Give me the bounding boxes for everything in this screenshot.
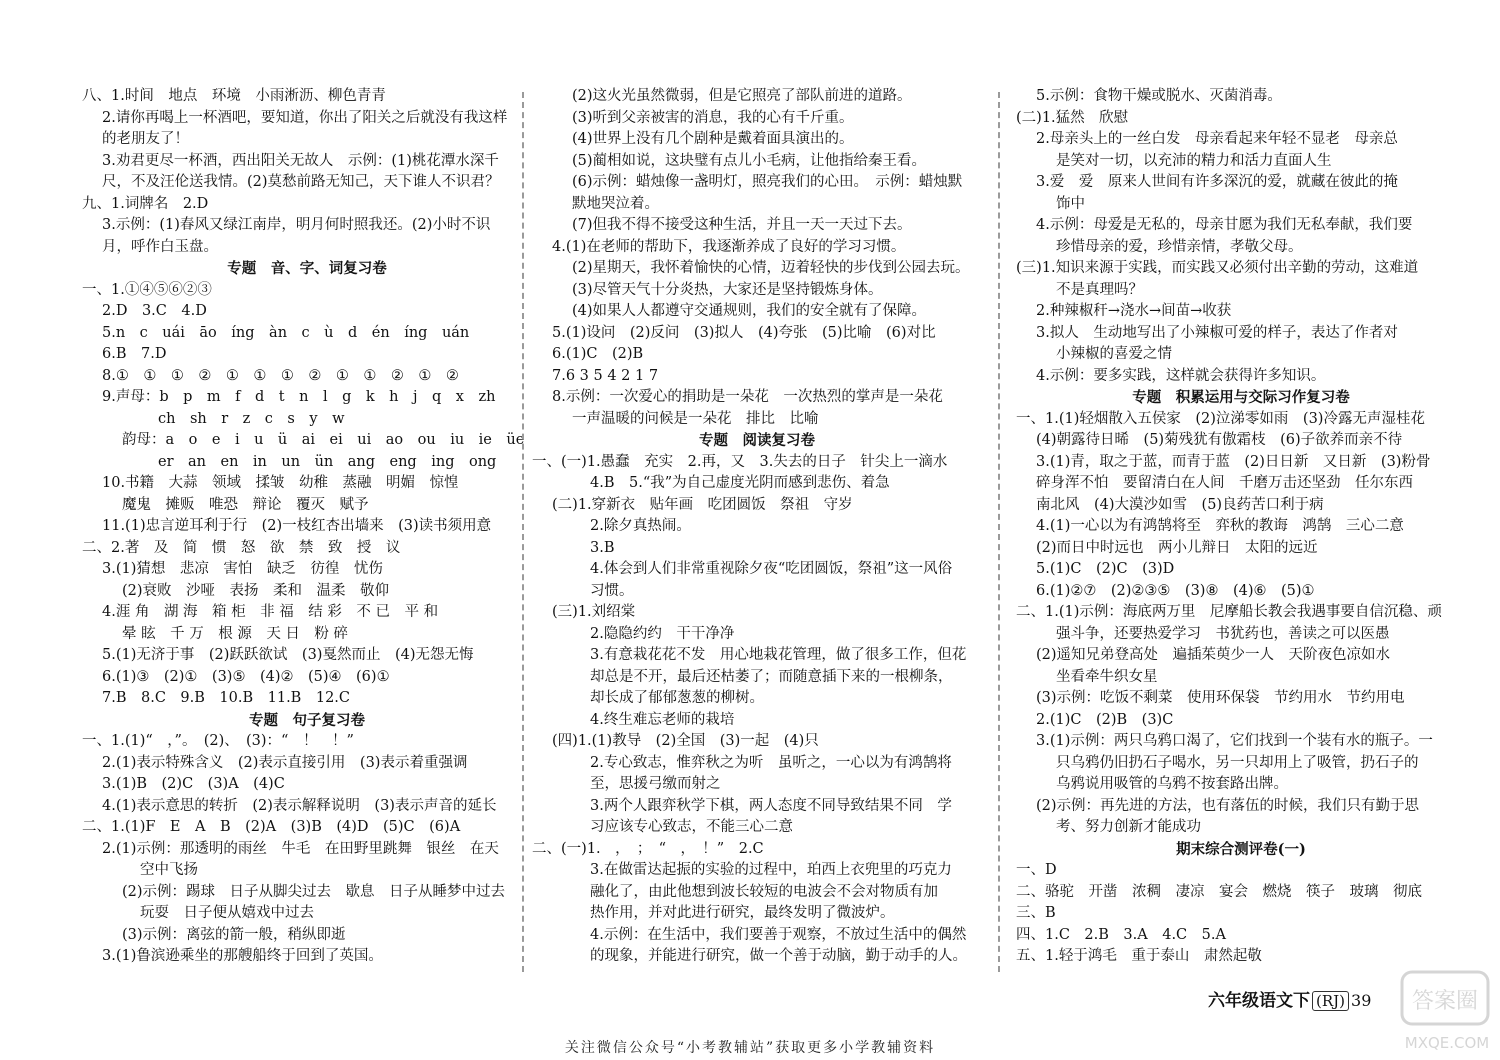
- answer-line: 2.(1)表示特殊含义 (2)表示直接引用 (3)表示着重强调: [102, 754, 468, 771]
- answer-line: 3.有意栽花花不发 用心地栽花管理，做了很多工作，但花: [590, 647, 967, 663]
- answer-line: 3.(1)示例：两只乌鸦口渴了，它们找到一个装有水的瓶子。一: [1036, 733, 1433, 749]
- answer-line: (3)听到父亲被害的消息，我的心有千斤重。: [572, 109, 854, 126]
- answer-line: 韵母：a o e i u ü ai ei ui ao ou iu ie üe: [122, 432, 525, 448]
- answer-line: 融化了，由此他想到波长较短的电波会不会对物质有加: [590, 883, 938, 900]
- answer-line: 强斗争，还要热爱学习 书犹药也，善读之可以医愚: [1056, 625, 1390, 642]
- answer-line: 默地哭泣着。: [572, 195, 659, 212]
- answer-line: 月，呼作白玉盘。: [102, 238, 218, 255]
- answer-line: 魔鬼 摊贩 唯恐 辩论 覆灭 赋予: [122, 496, 369, 513]
- answer-line: 饰中: [1056, 195, 1085, 212]
- answer-column-3: [1016, 86, 1466, 968]
- section-heading: 期末综合测评卷(一): [1176, 840, 1306, 858]
- answer-line: 2.请你再喝上一杯酒吧，要知道，你出了阳关之后就没有我这样: [102, 109, 508, 126]
- answer-line: 却长成了郁郁葱葱的柳树。: [590, 690, 764, 706]
- answer-line: 2.种辣椒秆→浇水→间苗→收获: [1036, 303, 1232, 319]
- answer-line: 8.① ① ① ② ① ① ① ② ① ① ② ① ②: [102, 367, 459, 384]
- answer-line: 乌鸦说用吸管的乌鸦不按套路出牌。: [1056, 776, 1288, 792]
- answer-line: (3)示例：离弦的箭一般，稍纵即逝: [122, 926, 346, 943]
- answer-line: 考、努力创新才能成功: [1056, 819, 1201, 835]
- answer-line: 一、1.①④⑤⑥②③: [82, 281, 212, 298]
- answer-line: (4)朝露待日晞 (5)菊残犹有傲霜枝 (6)子欲养而亲不待: [1036, 432, 1403, 448]
- answer-line: 不是真理吗？: [1056, 281, 1143, 298]
- answer-line: 6.(1)③ (2)① (3)⑤ (4)② (5)④ (6)①: [102, 668, 390, 685]
- answer-line: (4)如果人人都遵守交通规则，我们的安全就有了保障。: [572, 303, 927, 319]
- answer-line: 二、1.(1)F E A B (2)A (3)B (4)D (5)C (6)A: [82, 819, 461, 835]
- answer-line: 9.声母：b p m f d t n l g k h j q x zh: [102, 389, 496, 405]
- answer-line: 6.(1)②⑦ (2)②③⑤ (3)⑧ (4)⑥ (5)①: [1036, 582, 1315, 599]
- answer-line: (二)1.猛然 欣慰: [1016, 109, 1129, 126]
- answer-line: 一、D: [1016, 862, 1057, 878]
- answer-line: (2)遥知兄弟登高处 遍插茱萸少一人 天阶夜色凉如水: [1036, 647, 1391, 663]
- column-divider: [998, 92, 1000, 972]
- answer-line: 3.在做雷达起振的实验的过程中，珀西上衣兜里的巧克力: [590, 862, 952, 878]
- answer-line: 二、1.(1)示例：海底两万里 尼摩船长教会我遇事要自信沉稳、顽: [1016, 604, 1442, 620]
- answer-line: 3.两个人跟弈秋学下棋，两人态度不同导致结果不同 学: [590, 797, 952, 814]
- answer-line: 3.B: [590, 539, 615, 556]
- answer-line: 4.B 5.“我”为自己虚度光阴而感到悲伤、着急: [590, 475, 890, 491]
- answer-line: 5.示例：食物干燥或脱水、灭菌消毒。: [1036, 88, 1282, 104]
- answer-line: 2.母亲头上的一丝白发 母亲看起来年轻不显老 母亲总: [1036, 131, 1398, 147]
- answer-line: 碎身浑不怕 要留清白在人间 千磨万击还坚劲 任尔东西: [1036, 475, 1413, 491]
- answer-line: (2)示例：踢球 日子从脚尖过去 歇息 日子从睡梦中过去: [122, 883, 506, 900]
- answer-line: 的老朋友了！: [102, 131, 189, 147]
- edition-badge: (RJ): [1312, 991, 1349, 1011]
- page-number: 39: [1351, 991, 1372, 1010]
- answer-line: 五、1.轻于鸿毛 重于泰山 肃然起敬: [1016, 948, 1262, 964]
- answer-line: 小辣椒的喜爱之情: [1056, 346, 1172, 362]
- answer-line: 九、1.词牌名 2.D: [82, 195, 209, 212]
- answer-line: 4.体会到人们非常重视除夕夜“吃团圆饭，祭祖”这一风俗: [590, 561, 953, 577]
- answer-line: 6.(1)C (2)B: [552, 346, 644, 362]
- answer-line: 至，思援弓缴而射之: [590, 776, 721, 792]
- answer-line: 7.B 8.C 9.B 10.B 11.B 12.C: [102, 690, 350, 706]
- answer-line: (3)尽管天气十分炎热，大家还是坚持锻炼身体。: [572, 281, 883, 298]
- answer-line: 只乌鸦仍旧扔石子喝水，另一只却用上了吸管，扔石子的: [1056, 754, 1419, 771]
- section-heading: 专题 积累运用与交际习作复习卷: [1132, 389, 1350, 406]
- answer-line: 2.除夕真热闹。: [590, 518, 691, 534]
- answer-line: 2.专心致志，惟弈秋之为听 虽听之，一心以为有鸿鹄将: [590, 754, 952, 771]
- answer-line: 二、骆驼 开凿 浓稠 凄凉 宴会 燃烧 筷子 玻璃 彻底: [1016, 883, 1422, 900]
- answer-line: 习应该专心致志，不能三心二意: [590, 819, 793, 835]
- watermark-logo-text: 答案圈: [1411, 989, 1479, 1014]
- answer-line: 4.终生难忘老师的栽培: [590, 711, 735, 728]
- answer-line: (二)1.穿新衣 贴年画 吃团圆饭 祭祖 守岁: [552, 496, 853, 513]
- answer-line: 四、1.C 2.B 3.A 4.C 5.A: [1016, 926, 1226, 943]
- answer-line: (7)但我不得不接受这种生活，并且一天一天过下去。: [572, 217, 912, 233]
- answer-line: 尺，不及汪伦送我情。(2)莫愁前路无知己，天下谁人不识君？: [102, 174, 500, 190]
- answer-line: (2)这火光虽然微弱，但是它照亮了部队前进的道路。: [572, 88, 912, 104]
- answer-line: 三、B: [1016, 905, 1056, 921]
- answer-line: 玩耍 日子便从嬉戏中过去: [140, 905, 314, 921]
- answer-line: 11.(1)忠言逆耳利于行 (2)一枝红杏出墙来 (3)读书须用意: [102, 518, 492, 534]
- answer-line: 7.6 3 5 4 2 1 7: [552, 367, 659, 384]
- column-divider: [522, 92, 524, 972]
- answer-line: 却总是不开，最后还枯萎了；而随意插下来的一根柳条，: [590, 668, 953, 685]
- answer-line: 3.(1)猜想 悲凉 害怕 缺乏 彷徨 忧伤: [102, 561, 383, 577]
- answer-line: 晕 眩 千 万 根 源 天 日 粉 碎: [122, 625, 349, 642]
- answer-line: 2.(1)C (2)B (3)C: [1036, 711, 1174, 728]
- grade-label: 六年级语文下: [1208, 991, 1310, 1011]
- answer-line: (5)蔺相如说，这块璧有点儿小毛病，让他指给秦王看。: [572, 152, 927, 169]
- watermark-domain: MXQE.COM: [1404, 1034, 1490, 1052]
- answer-line: 8.示例：一次爱心的捐助是一朵花 一次热烈的掌声是一朵花: [552, 389, 943, 405]
- answer-line: 习惯。: [590, 582, 634, 599]
- answer-line: 空中飞扬: [140, 862, 198, 878]
- answer-line: (三)1.知识来源于实践，而实践又必须付出辛勤的劳动，这难道: [1016, 260, 1419, 276]
- answer-line: 热作用，并对此进行研究，最终发明了微波炉。: [590, 905, 895, 921]
- answer-column-2: [532, 86, 982, 968]
- answer-line: 坐看牵牛织女星: [1056, 668, 1158, 685]
- answer-line: 4.(1)在老师的帮助下，我逐渐养成了良好的学习习惯。: [552, 238, 906, 255]
- answer-line: 珍惜母亲的爱，珍惜亲情，孝敬父母。: [1056, 238, 1303, 255]
- bottom-notice: 关注微信公众号“小考教辅站”获取更多小学教辅资料: [564, 1040, 936, 1056]
- answer-line: 5.(1)无济于事 (2)跃跃欲试 (3)戛然而止 (4)无怨无悔: [102, 647, 474, 663]
- answer-line: 5.(1)设问 (2)反问 (3)拟人 (4)夸张 (5)比喻 (6)对比: [552, 324, 936, 341]
- section-heading: 专题 句子复习卷: [249, 711, 365, 729]
- answer-line: (3)示例：吃饭不剩菜 使用环保袋 节约用水 节约用电: [1036, 690, 1405, 706]
- answer-line: ch sh r z c s y w: [158, 410, 345, 427]
- watermark-logo: [1400, 968, 1495, 1058]
- answer-line: 3.劝君更尽一杯酒，西出阳关无故人 示例：(1)桃花潭水深千: [102, 152, 499, 169]
- answer-line: 6.B 7.D: [102, 346, 167, 362]
- answer-line: (2)示例：再先进的方法，也有落伍的时候，我们只有勤于思: [1036, 797, 1420, 814]
- answer-line: 是笑对一切，以充沛的精力和活力直面人生: [1056, 152, 1332, 169]
- answer-line: 3.(1)鲁滨逊乘坐的那艘船终于回到了英国。: [102, 948, 383, 964]
- answer-line: 4.示例：要多实践，这样就会获得许多知识。: [1036, 367, 1326, 384]
- answer-line: 10.书籍 大蒜 领域 揉皱 幼稚 蒸融 明媚 惊惶: [102, 475, 459, 491]
- answer-line: (6)示例：蜡烛像一盏明灯，照亮我们的心田。 示例：蜡烛默: [572, 174, 963, 190]
- section-heading: 专题 阅读复习卷: [699, 432, 815, 449]
- answer-line: (四)1.(1)教导 (2)全国 (3)一起 (4)只: [552, 733, 819, 749]
- answer-line: 一、(一)1.愚蠢 充实 2.再，又 3.失去的日子 针尖上一滴水: [532, 453, 948, 470]
- answer-line: 5.(1)C (2)C (3)D: [1036, 561, 1175, 577]
- answer-line: (2)而日中时远也 两小儿辩日 太阳的远近: [1036, 539, 1318, 556]
- answer-line: 一、1.(1)“ ，”。 (2)、 (3)：“ ！ ！”: [82, 733, 354, 749]
- answer-line: 2.隐隐约约 干干净净: [590, 625, 735, 642]
- answer-column-1: [82, 86, 532, 968]
- answer-line: 4.(1)一心以为有鸿鹄将至 弈秋的教诲 鸿鹄 三心二意: [1036, 518, 1404, 534]
- answer-line: 3.爱 爱 原来人世间有许多深沉的爱，就藏在彼此的掩: [1036, 174, 1398, 190]
- answer-line: er an en in un ün ang eng ing ong: [158, 453, 497, 470]
- answer-line: 2.(1)示例：那透明的雨丝 牛毛 在田野里跳舞 银丝 在天: [102, 840, 499, 857]
- answer-line: 4.(1)表示意思的转折 (2)表示解释说明 (3)表示声音的延长: [102, 797, 497, 814]
- answer-line: 3.示例：(1)春风又绿江南岸，明月何时照我还。(2)小时不识: [102, 217, 491, 233]
- answer-line: 二、2.著 及 简 惯 怒 欲 禁 致 授 议: [82, 539, 401, 556]
- answer-line: 八、1.时间 地点 环境 小雨淅沥、柳色青青: [82, 88, 386, 104]
- answer-line: (2)衰败 沙哑 表扬 柔和 温柔 敬仰: [122, 582, 390, 599]
- answer-line: 南北风 (4)大漠沙如雪 (5)良药苦口利于病: [1036, 496, 1324, 513]
- answer-line: 的现象，并能进行研究，做一个善于动脑，勤于动手的人。: [590, 948, 967, 964]
- answer-line: (三)1.刘绍棠: [552, 604, 636, 620]
- answer-line: 3.(1)B (2)C (3)A (4)C: [102, 776, 285, 792]
- answer-line: 4.示例：在生活中，我们要善于观察，不放过生活中的偶然: [590, 926, 967, 943]
- answer-line: 2.D 3.C 4.D: [102, 303, 207, 319]
- answer-line: (4)世界上没有几个剧种是戴着面具演出的。: [572, 131, 854, 147]
- section-heading: 专题 音、字、词复习卷: [227, 260, 387, 277]
- answer-line: 3.拟人 生动地写出了小辣椒可爱的样子，表达了作者对: [1036, 324, 1398, 341]
- answer-line: 4.涯 角 湖 海 箱 柜 非 福 结 彩 不 已 平 和: [102, 604, 439, 620]
- answer-line: 一、1.(1)轻烟散入五侯家 (2)泣涕零如雨 (3)冷露无声湿桂花: [1016, 410, 1425, 427]
- page-footer: [1208, 986, 1371, 1011]
- answer-line: 3.(1)青，取之于蓝，而青于蓝 (2)日日新 又日新 (3)粉骨: [1036, 453, 1431, 470]
- answer-line: 4.示例：母爱是无私的，母亲甘愿为我们无私奉献，我们要: [1036, 217, 1413, 233]
- answer-line: 5.n c uái āo íng àn c ù d én íng uán: [102, 324, 470, 341]
- answer-line: 一声温暖的问候是一朵花 排比 比喻: [572, 410, 819, 427]
- answer-line: 二、(一)1. ， ； “ ， ！” 2.C: [532, 840, 764, 857]
- answer-line: (2)星期天，我怀着愉快的心情，迈着轻快的步伐到公园去玩。: [572, 260, 970, 276]
